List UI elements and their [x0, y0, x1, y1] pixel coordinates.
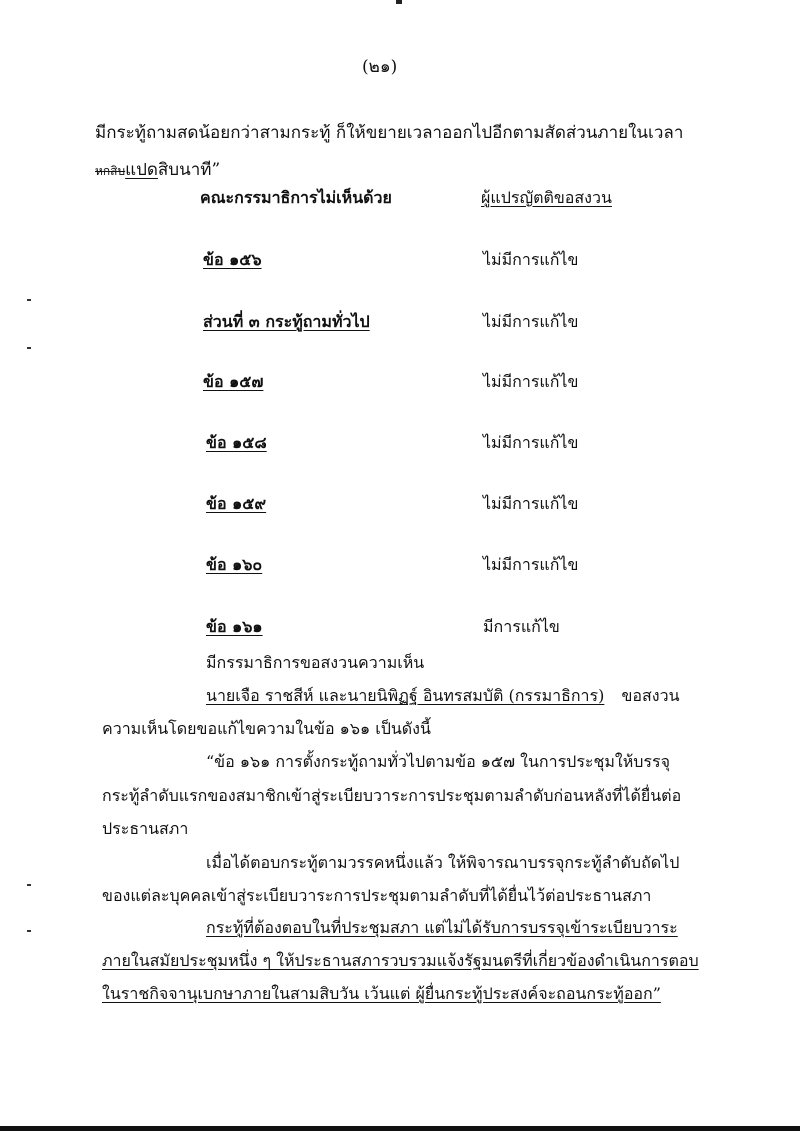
row-label: ข้อ ๑๕๗: [203, 372, 264, 391]
scan-top-mark: [396, 0, 402, 4]
inserted-text: แปด: [125, 160, 158, 180]
row-label: ข้อ ๑๕๖: [203, 250, 262, 269]
table-row: [0, 494, 800, 526]
reservation-continuation: ความเห็นโดยขอแก้ไขความในข้อ ๑๖๑ เป็นดังนี้: [102, 719, 431, 738]
row-status: มีการแก้ไข: [483, 617, 560, 636]
row-status: ไม่มีการแก้ไข: [483, 372, 579, 391]
committee-column-header: คณะกรรมาธิการไม่เห็นด้วย: [200, 188, 392, 207]
row-label: ข้อ ๑๕๘: [206, 433, 267, 452]
row-label: ส่วนที่ ๓ กระทู้ถามทั่วไป: [203, 312, 370, 331]
row-status: ไม่มีการแก้ไข: [483, 433, 579, 452]
table-row: [0, 372, 800, 404]
reservation-names-line: [206, 686, 680, 705]
row-label: ข้อ ๑๖๑: [206, 617, 263, 636]
scan-bottom-edge: [0, 1126, 800, 1131]
page-number: (๒๑): [362, 57, 398, 77]
table-row: [0, 617, 800, 649]
margin-mark: [27, 299, 31, 301]
amendment-p1-line1: “ข้อ ๑๖๑ การตั้งกระทู้ถามทั่วไปตามข้อ ๑๕๗ ในการประชุมให้บรรจุ: [206, 752, 670, 771]
table-row: [0, 555, 800, 587]
table-row: [0, 312, 800, 344]
margin-mark: [27, 884, 31, 886]
table-row: [0, 250, 800, 282]
row-status: ไม่มีการแก้ไข: [483, 555, 579, 574]
intro-line-2-rest: สิบนาที”: [157, 160, 221, 180]
margin-mark: [27, 930, 31, 932]
amendment-p3-line1: กระทู้ที่ต้องตอบในที่ประชุมสภา แต่ไม่ได้รับการบรรจุเข้าระเบียบวาระ: [206, 918, 678, 937]
intro-line-2: [95, 160, 220, 180]
committee-member-names: นายเจือ ราชสีห์ และนายนิพิฏฐ์ อินทรสมบัติ (กรรมาธิการ): [206, 686, 605, 705]
amendment-p1-line2: กระทู้ลำดับแรกของสมาชิกเข้าสู่ระเบียบวาระการประชุมตามลำดับก่อนหลังที่ได้ยื่นต่อ: [102, 786, 682, 805]
amendment-p2-line1: เมื่อได้ตอบกระทู้ตามวรรคหนึ่งแล้ว ให้พิจารณาบรรจุกระทู้ลำดับถัดไป: [206, 853, 680, 872]
margin-mark: [27, 347, 31, 349]
row-status: ไม่มีการแก้ไข: [483, 494, 579, 513]
amendment-p3-line3: ในราชกิจจานุเบกษาภายในสามสิบวัน เว้นแต่ ผู้ยื่นกระทู้ประสงค์จะถอนกระทู้ออก”: [102, 984, 661, 1003]
row-status: ไม่มีการแก้ไข: [483, 250, 579, 269]
table-row: [0, 433, 800, 465]
amendment-p2-line2: ของแต่ละบุคคลเข้าสู่ระเบียบวาระการประชุมตามลำดับที่ได้ยื่นไว้ต่อประธานสภา: [102, 886, 652, 905]
intro-line-1: มีกระทู้ถามสดน้อยกว่าสามกระทู้ ก็ให้ขยายเวลาออกไปอีกตามสัดส่วนภายในเวลา: [95, 123, 684, 143]
amendment-p3-line2: ภายในสมัยประชุมหนึ่ง ๆ ให้ประธานสภารวบรวมแจ้งรัฐมนตรีที่เกี่ยวข้องดำเนินการตอบ: [102, 951, 699, 970]
reservation-names-tail: ขอสงวน: [621, 686, 680, 705]
reservation-heading: มีกรรมาธิการขอสงวนความเห็น: [206, 653, 425, 672]
amendment-p1-line3: ประธานสภา: [102, 819, 189, 838]
row-label: ข้อ ๑๕๙: [206, 494, 267, 513]
reservation-column-header: ผู้แปรญัตติขอสงวน: [481, 188, 612, 207]
row-status: ไม่มีการแก้ไข: [483, 312, 579, 331]
struck-text: หกสิบ: [95, 164, 126, 178]
row-label: ข้อ ๑๖๐: [206, 555, 263, 574]
